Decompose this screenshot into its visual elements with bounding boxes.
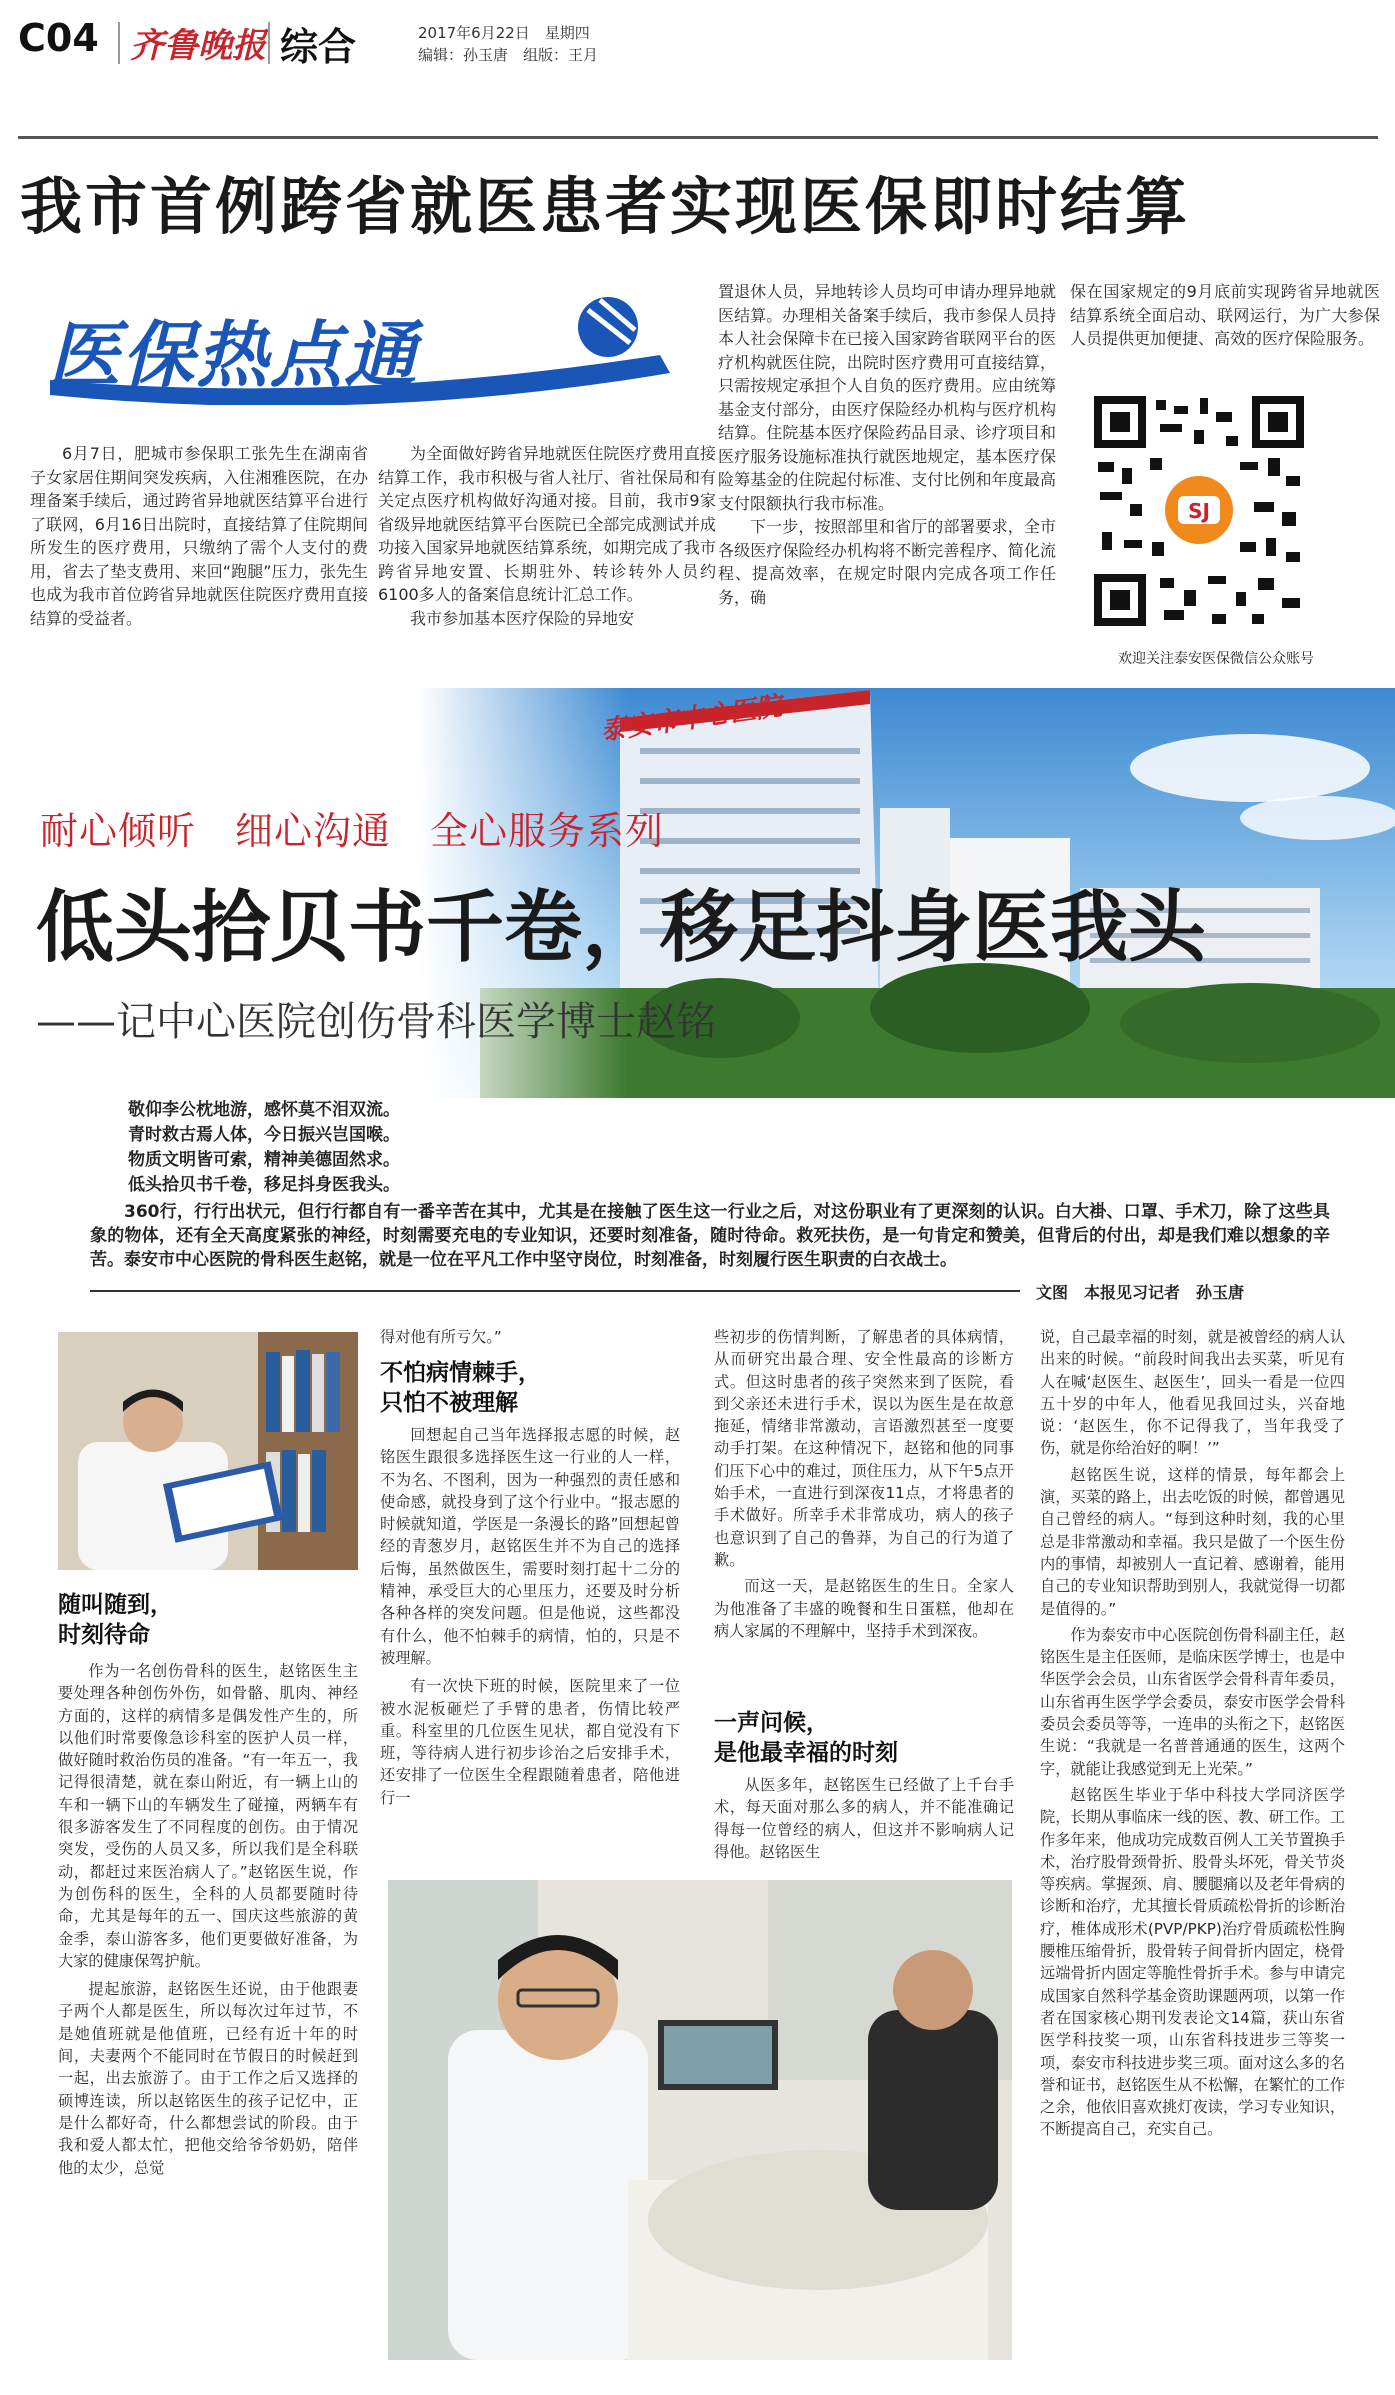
editor-line: 编辑：孙玉唐 组版：王月 (418, 46, 599, 64)
byline-rule (90, 1290, 1020, 1292)
story2-col2 (380, 1424, 680, 1809)
paragraph: 置退休人员，异地转诊人员均可申请办理异地就医结算。办理相关备案手续后，我市参保人员持本人社会保障卡在已接入国家跨省联网平台的医疗机构就医住院，出院时医疗费用可直接结算，只需按规定承担个人自负的医疗费用。应由统筹基金支付部分，由医疗保险经办机构与医疗机构结算。住院基本医疗保险药品目录、诊疗项目和医疗服务设施标准执行就医地规定，基本医疗保险筹基金的住院起付标准、支付比例和年度最高支付限额执行我市标准。 (718, 282, 1056, 513)
story2-col3 (714, 1326, 1014, 1642)
svg-text:SJ: SJ (1188, 499, 1210, 523)
paragraph: 保在国家规定的9月底前实现跨省异地就医结算系统全面启动、联网运行，为广大参保人员提供更加便捷、高效的医疗保险服务。 (1070, 282, 1380, 348)
yibao-logo (40, 285, 680, 405)
masthead (18, 14, 1378, 72)
paragraph: 回想起自己当年选择报志愿的时候，赵铭医生跟很多选择医生这一行业的人一样，不为名、不图利，因为一种强烈的责任感和使命感，就投身到了这个行业中。“报志愿的时候就知道，学医是一条漫长的路”回想起曾经的青葱岁月，赵铭医生并不为自己的选择后悔，虽然做医生，需要时刻打起十二分的精神，承受巨大的心里压力，还要及时分析各种各样的突发问题。但是他说，这些都没有什么，他不怕棘手的病情，怕的，只是不被理解。 (380, 1426, 680, 1667)
story1-col3 (718, 280, 1056, 609)
paper-logo: 齐鲁晚报 (130, 26, 266, 66)
hospital-sign: 泰安市中心医院 (599, 691, 784, 747)
subhead-a (58, 1590, 358, 1650)
paragraph: 说，自己最幸福的时刻，就是被曾经的病人认出来的时候。“前段时间我出去买菜，听见有人在喊‘赵医生、赵医生’，回头一看是一位四五十岁的中年人，他看见我回过头，兴奋地说：‘赵医生，你不记得我了，当年我受了伤，就是你给治好的啊！’” (1040, 1328, 1345, 1458)
paragraph: 我市参加基本医疗保险的异地安 (410, 608, 635, 628)
paragraph: 有一次快下班的时候，医院里来了一位被水泥板砸烂了手臂的患者，伤情比较严重。科室里的几位医生见状，都自觉没有下班，等待病人进行初步诊治之后安排手术，还安排了一位医生全程跟随着患者，陪他进行一 (380, 1677, 680, 1807)
doctor-photo-2 (388, 1880, 1012, 2360)
poem-line: 青时救古焉人体，今日振兴岂国喉。 (128, 1125, 400, 1145)
paragraph: 作为泰安市中心医院创伤骨科副主任，赵铭医生是主任医师，是临床医学博士，也是中华医学会会员，山东省医学会骨科青年委员，山东省再生医学学会委员，泰安市医学会骨科委员会委员等等，一连串的头衔之下，赵铭医生说：“我就是一名普普通通的医生，这两个字，就能让我感觉到无上光荣。” (1040, 1625, 1345, 1778)
story2-col4 (1040, 1326, 1345, 2141)
subhead-c-line: 一声问候， (714, 1710, 829, 1736)
masthead-divider (118, 22, 120, 64)
paragraph: 为全面做好跨省异地就医住院医疗费用直接结算工作，我市积极与省人社厅、省社保局和有关定点医疗机构做好沟通对接。目前，我市9家省级异地就医结算平台医院已全部完成测试并成功接入国家异地就医结算系统，如期完成了我市跨省异地安置、长期驻外、转诊转外人员约6100多人的备案信息统计汇总工作。 (378, 444, 716, 604)
story2-col1 (58, 1660, 358, 2179)
masthead-divider (268, 22, 270, 64)
byline: 文图 本报见习记者 孙玉唐 (1036, 1283, 1245, 1302)
top-rule (18, 136, 1378, 139)
section-name: 综合 (280, 25, 357, 69)
poem-line: 敬仰李公枕地游，感怀莫不泪双流。 (128, 1100, 400, 1120)
subhead-b-line: 只怕不被理解 (380, 1390, 518, 1416)
doctor-photo-1 (58, 1332, 358, 1570)
subhead-b-line: 不怕病情棘手， (380, 1360, 541, 1386)
paragraph: 赵铭医生说，这样的情景，每年都会上演，买菜的路上，出去吃饭的时候，都曾遇见自己曾经的病人。“每到这种时刻，我的心里总是非常激动和幸福。我只是做了一个医生份内的事情，却被别人一直记着、感谢着，能用自己的专业知识帮助到别人，我就觉得一切都是值得的。” (1040, 1465, 1345, 1618)
story2-col3b (714, 1774, 1014, 1863)
qr-code (1090, 392, 1308, 630)
subhead-a-line: 时刻待命 (58, 1622, 150, 1648)
story1-col4 (1070, 280, 1380, 351)
qr-caption: 欢迎关注泰安医保微信公众账号 (1118, 651, 1314, 667)
story2-col2-top: 得对他有所亏欠。” (380, 1328, 502, 1346)
story1-col1 (30, 442, 368, 630)
paragraph: 6月7日，肥城市参保职工张先生在湖南省子女家居住期间突发疾病，入住湘雅医院，在办理备案手续后，通过跨省异地就医结算平台进行了联网，6月16日出院时，直接结算了住院期间所发生的医疗费用，只缴纳了需个人支付的费用，省去了垫支费用、来回“跑腿”压力，张先生也成为我市首位跨省异地就医住院医疗费用直接结算的受益者。 (30, 444, 368, 628)
story1-col2 (378, 442, 716, 630)
story2-subtitle: ——记中心医院创伤骨科医学博士赵铭 (36, 999, 716, 1045)
page-number: C04 (18, 16, 99, 60)
story2-headline: 低头拾贝书千卷，移足抖身医我头 (36, 883, 1207, 973)
subhead-b (380, 1358, 680, 1418)
poem-line: 物质文明皆可索，精神美德固然求。 (128, 1150, 400, 1170)
paragraph: 而这一天，是赵铭医生的生日。全家人为他准备了丰盛的晚餐和生日蛋糕，他却在病人家属的不理解中，坚持手术到深夜。 (714, 1577, 1014, 1640)
poem (128, 1098, 648, 1198)
issue-date: 2017年6月22日 星期四 (418, 24, 590, 42)
story2-intro: 360行，行行出状元，但行行都自有一番辛苦在其中，尤其是在接触了医生这一行业之后，对这份职业有了更深刻的认识。白大褂、口罩、手术刀，除了这些具象的物体，还有全天高度紧张的神经，时刻需要充电的专业知识，还要时刻准备，随时待命。救死扶伤，是一句肯定和赞美，但背后的付出，却是我们难以想象的辛苦。泰安市中心医院的骨科医生赵铭，就是一位在平凡工作中坚守岗位，时刻准备，时刻履行医生职责的白衣战士。 (90, 1202, 1330, 1270)
poem-line: 低头拾贝书千卷，移足抖身医我头。 (128, 1175, 400, 1195)
logo-text: 医保热点通 (48, 313, 419, 397)
paragraph: 赵铭医生毕业于华中科技大学同济医学院，长期从事临床一线的医、教、研工作。工作多年来，他成功完成数百例人工关节置换手术，治疗股骨颈骨折、股骨头坏死，骨关节炎等疾病。掌握颈、肩、腰腿痛以及老年骨病的诊断和治疗，尤其擅长骨质疏松骨折的诊断治疗，椎体成形术(PVP/PKP)治疗骨质疏松性胸腰椎压缩骨折，股骨转子间骨折内固定，桡骨远端骨折内固定等脆性骨折手术。参与申请完成国家自然科学基金资助课题两项，以第一作者在国家核心期刊发表论文14篇，获山东省医学科技奖一项，山东省科技进步三等奖一项，泰安市科技进步奖三项。面对这么多的名誉和证书，赵铭医生从不松懈，在繁忙的工作之余，他依旧喜欢挑灯夜读，学习专业知识，不断提高自己，充实自己。 (1040, 1785, 1345, 2139)
paragraph: 提起旅游，赵铭医生还说，由于他跟妻子两个人都是医生，所以每次过年过节，不是她值班就是他值班，已经有近十年的时间，夫妻两个不能同时在节假日的时候赶到一起，出去旅游了。由于工作之后又选择的硕博连读，所以赵铭医生的孩子记忆中，正是什么都好奇，什么都想尝试的阶段。由于我和爱人都太忙，把他交给爷爷奶奶，陪伴他的太少，总觉 (58, 1980, 358, 2177)
story1-headline: 我市首例跨省就医患者实现医保即时结算 (20, 170, 1191, 243)
paragraph: 下一步，按照部里和省厅的部署要求，全市各级医疗保险经办机构将不断完善程序、简化流程、提高效率，在规定时限内完成各项工作任务，确 (718, 517, 1056, 607)
subhead-c-line: 是他最幸福的时刻 (714, 1740, 898, 1766)
series-title: 耐心倾听 细心沟通 全心服务系列 (40, 809, 665, 853)
paragraph: 作为一名创伤骨科的医生，赵铭医生主要处理各种创伤外伤，如骨骼、肌肉、神经方面的，这样的病情多是偶发性产生的，所以他们时常要像急诊科室的医护人员一样，做好随时救治伤员的准备。“有一年五一，我记得很清楚，就在泰山附近，有一辆上山的车和一辆下山的车辆发生了碰撞，两辆车有很多游客发生了不同程度的创伤。由于情况突发，受伤的人员又多，所以我们是全科联动，都赶过来医治病人了。”赵铭医生说，作为创伤科的医生，全科的人员都要随时待命，尤其是每年的五一、国庆这些旅游的黄金季，泰山游客多，他们更要做好准备，为大家的健康保驾护航。 (58, 1662, 358, 1970)
subhead-c (714, 1708, 1014, 1768)
subhead-a-line: 随叫随到， (58, 1592, 173, 1618)
paragraph: 些初步的伤情判断，了解患者的具体病情，从而研究出最合理、安全性最高的诊断方式。但这时患者的孩子突然来到了医院，看到父亲还未进行手术，误以为医生是在故意拖延，情绪非常激动，言语激烈甚至一度要动手打架。在这种情况下，赵铭和他的同事们压下心中的难过，顶住压力，从下午5点开始手术，一直进行到深夜11点，才将患者的手术做好。所幸手术非常成功，病人的孩子也意识到了自己的鲁莽，为自己的行为道了歉。 (714, 1328, 1014, 1569)
paragraph: 从医多年，赵铭医生已经做了上千台手术，每天面对那么多的病人，并不能准确记得每一位曾经的病人，但这并不影响病人记得他。赵铭医生 (714, 1776, 1014, 1861)
